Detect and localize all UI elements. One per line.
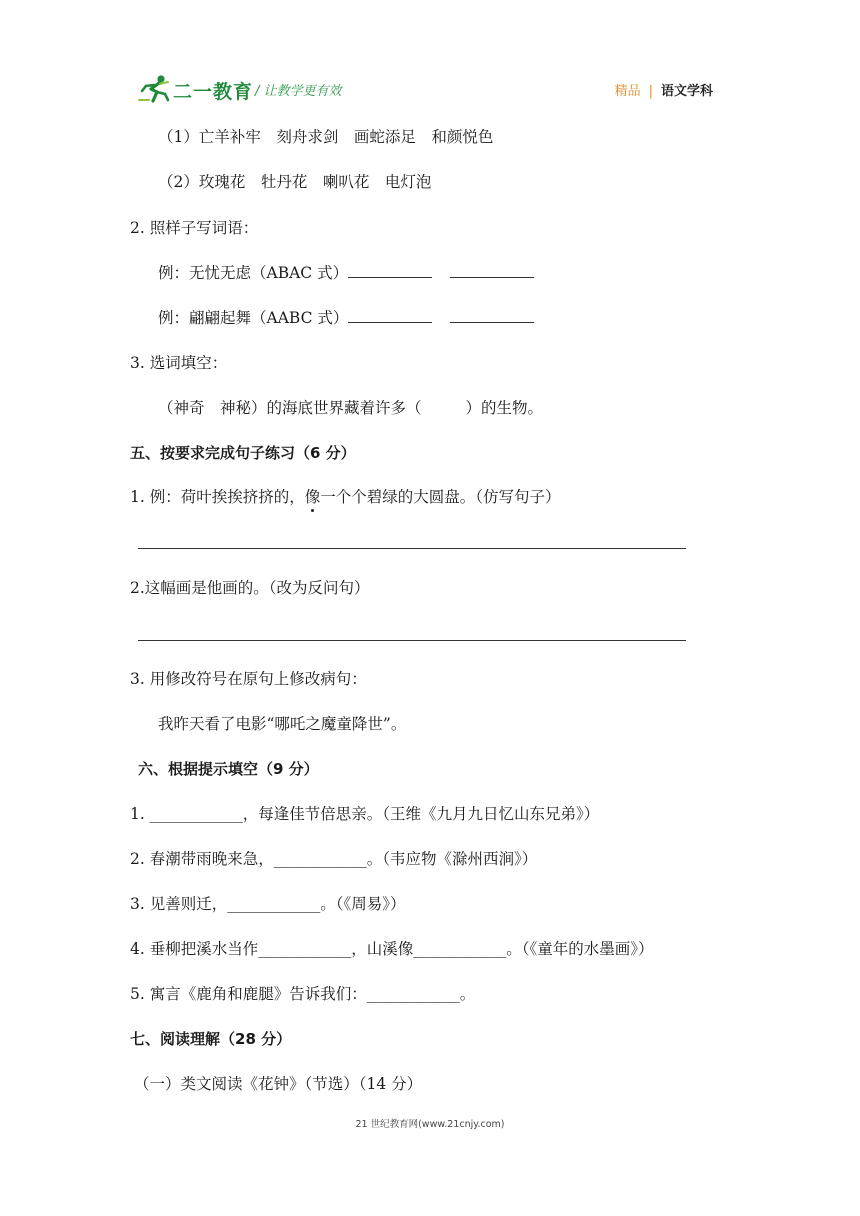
section-7-sub1: （一）类文阅读《花钟》（节选）（14 分）	[134, 1075, 423, 1093]
section-6-q1: 1. ____________，每逢佳节倍思亲。（王维《九月九日忆山东兄弟》）	[130, 805, 600, 823]
section-6-title: 六、根据提示填空（9 分）	[138, 760, 319, 778]
subject-label: 语文学科	[660, 84, 713, 99]
answer-blank[interactable]	[450, 263, 534, 278]
logo-text: 二一教育	[173, 81, 254, 103]
premium-label: 精品	[614, 84, 641, 99]
emphasis-char: 像	[304, 488, 321, 506]
imitate-example-2-text: 例：翩翩起舞（AABC 式）	[158, 309, 349, 327]
header-divider: |	[648, 84, 653, 99]
answer-blank[interactable]	[450, 308, 534, 323]
section-5-q2: 2.这幅画是他画的。（改为反问句）	[130, 579, 370, 597]
choose-sentence	[158, 397, 543, 419]
section-6-q2: 2. 春潮带雨晚来急，____________。（韦应物《滁州西涧》）	[130, 850, 538, 868]
header-subject	[615, 80, 713, 99]
choose-sentence-post: ）的生物。	[465, 399, 544, 417]
answer-blank[interactable]	[348, 263, 432, 278]
imitate-example-1	[158, 262, 534, 284]
answer-line[interactable]	[138, 640, 686, 641]
page-header	[137, 72, 717, 108]
section-5-q1-post: 一个个碧绿的大圆盘。（仿写句子）	[320, 488, 561, 506]
section-6-q4: 4. 垂柳把溪水当作____________，山溪像____________。（《童年的水墨画》）	[130, 940, 654, 958]
imitate-example-1-text: 例：无忧无虑（ABAC 式）	[158, 264, 349, 282]
answer-blank[interactable]	[348, 308, 432, 323]
section-6-q5: 5. 寓言《鹿角和鹿腿》告诉我们：____________。	[130, 985, 476, 1003]
section-6-q3: 3. 见善则迁，____________。（《周易》）	[130, 895, 406, 913]
words-item-2: （2）玫瑰花 牡丹花 喇叭花 电灯泡	[158, 173, 432, 191]
section-5-title: 五、按要求完成句子练习（6 分）	[130, 444, 356, 462]
imitate-title: 2. 照样子写词语：	[130, 219, 259, 237]
imitate-example-2	[158, 307, 534, 329]
words-item-1: （1）亡羊补牢 刻舟求剑 画蛇添足 和颜悦色	[158, 128, 494, 146]
answer-line[interactable]	[138, 548, 686, 549]
page-footer: 21 世纪教育网(www.21cnjy.com)	[355, 1119, 505, 1130]
section-7-title: 七、阅读理解（28 分）	[130, 1030, 292, 1048]
section-5-q1-pre: 1. 例：荷叶挨挨挤挤的，	[130, 488, 305, 506]
choose-title: 3. 选词填空：	[130, 354, 228, 372]
running-person-logo-icon	[137, 74, 171, 104]
section-5-q1	[130, 486, 561, 508]
choose-sentence-pre: （神奇 神秘）的海底世界藏着许多（	[158, 399, 422, 417]
section-5-q3-sentence: 我昨天看了电影“哪吒之魔童降世”。	[158, 715, 407, 733]
slogan: / 让教学更有效	[255, 84, 342, 99]
section-5-q3: 3. 用修改符号在原句上修改病句：	[130, 670, 367, 688]
